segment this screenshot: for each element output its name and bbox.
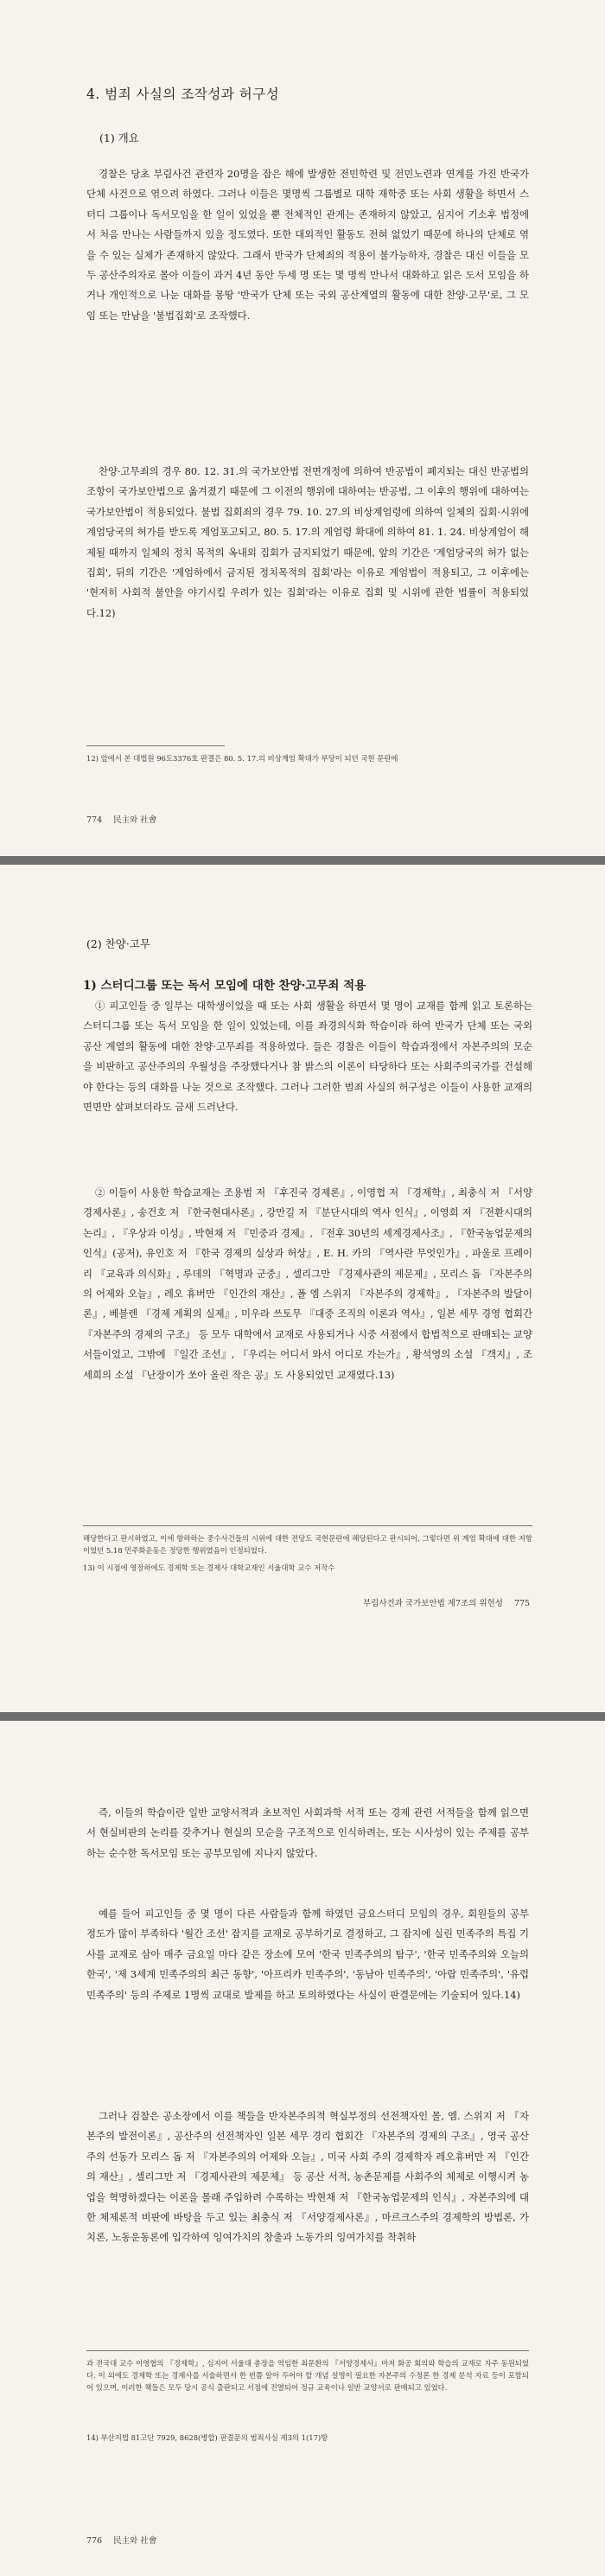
footnote: 14) 부산지법 81고단 7929, 8628(병합) 판결문의 범죄사실 제3의 1(17)항	[86, 2433, 328, 2442]
journal-name: 民主와 社會	[113, 2536, 157, 2546]
paragraph: 그러나 검찰은 공소장에서 이를 책들을 반자본주의적 혁실부정의 선전책자인 몰, 엠. 스위지 저 『자본주의 발전이론』, 공산주의 선전책자인 일본 세무 경리 협회간 『자본주의 경제의 구조』, 영국 공산주의 선동가 모리스 돕 저 『자본주의의 어제와 오늘』, 미국 사회 주의 경제학자 레오휴버만 저 『인간의 재산』, 셀리그만 저 『경제사관의 제문제』 등 공산 서적, 농촌문제를 사회주의 체제로 이행시켜 농업을 혁명하겠다는 이론을 몰래 주입하려 수록하는 박현채 저 『한국농업문제의 인식』, 자본주의에 대한 체제론적 비판에 바탕을 두고 있는 최충식 저 『서양경제사론』, 마르크스주의 경제학의 방법론, 가치론, 노동운동론에 입각하여 잉여가치의 창출과 노동가의 잉여가치를 착취하	[86, 2110, 529, 2244]
footnote-rule	[86, 2350, 529, 2351]
section-title: 4. 범죄 사실의 조작성과 허구성	[86, 86, 280, 102]
footnote-rule	[83, 1525, 532, 1526]
page-774	[0, 0, 605, 856]
page-footer	[86, 813, 156, 825]
footnote: 해당한다고 판시하였고, 이에 항하하는 중수사건들의 시위에 대한 전당도 국헌문란에 해당된다고 판시되어, 그렇다면 위 계엄 확대에 대한 저항이었던 5.18 민주화운동은 정당한 행위였음이 인정되었다.	[83, 1534, 532, 1555]
footnote-rule	[86, 745, 225, 746]
page-number: 776	[86, 2536, 103, 2546]
journal-name: 民主와 社會	[113, 815, 157, 825]
section-heading: 1) 스터디그룹 또는 독서 모임에 대한 찬양·고무죄 적용	[83, 979, 366, 993]
paragraph: 예를 들어 피고인들 중 몇 명이 다른 사람들과 함께 하였던 금요스터디 모임의 경우, 회원들의 공부 정도가 많이 부족하다 '월간 조선' 잡지를 교재로 공부하기로 결정하고, 그 잡지에 실린 민족주의 특집 기사를 교재로 삼아 매주 금요일 마다 같은 장소에 모여 '한국 민족주의의 탐구', '한국 민족주의와 오늘의 한국', '제 3세계 민족주의의 최근 동향', '아프리카 민족주의', '동남아 민족주의', '아랍 민족주의', '유럽 민족주의' 등의 주제로 1명씩 교대로 발제를 하고 토의하였다는 사실이 판결문에는 기술되어 있다.14)	[86, 1908, 529, 2001]
paragraph: ① 피고인들 중 일부는 대학생이었을 때 또는 사회 생활을 하면서 몇 명이 교재를 함께 읽고 토론하는 스터디그룹 또는 독서 모임을 한 일이 있었는데, 이를 좌경의식화 학습이라 하여 반국가 단체 또는 국외 공산 계열의 활동에 대한 찬양·고무죄를 적용하였다. 들은 경찰은 이들이 학습과정에서 자본주의의 모순을 비판하고 공산주의의 우월성을 주장했다거나 참 밝스의 이론이 타당하다 또는 사회주의국가를 건설해야 한다는 등의 대화를 나눈 것으로 조작했다. 그러나 그러한 범죄 사실의 허구성은 이들이 사용한 교재의 면면만 살펴보더라도 금새 드러난다.	[83, 1000, 532, 1114]
page-number: 775	[513, 1599, 531, 1608]
footnote: 13) 이 시점에 영장하에도 경제학 또는 경제사 대학교재인 서울대학 교수 저작수	[83, 1563, 335, 1572]
page-footer	[363, 1596, 530, 1608]
running-title: 부림사건과 국가보안법 제7조의 위헌성	[363, 1599, 503, 1608]
paragraph: 찬양·고무죄의 경우 80. 12. 31.의 국가보안법 전면개정에 의하여 반공법이 폐지되는 대신 반공법의 조항이 국가보안법으로 옮겨졌기 때문에 그 이전의 행위에 대하여는 반공법, 그 이후의 행위에 대하여는 국가보안법이 적용되었다. 불법 집회죄의 경우 79. 10. 27.의 비상계엄령에 의하여 일체의 집회·시위에 계엄당국의 허가를 받도록 계엄포고되고, 80. 5. 17.의 계엄령 확대에 의하여 81. 1. 24. 비상계엄이 해제될 때까지 일체의 정치 목적의 옥내외 집회가 금지되었기 때문에, 앞의 기간은 '계엄당국의 허가 없는 집회', 뒤의 기간은 '계엄하에서 금지된 정치목적의 집회'라는 이유로 계엄법이 적용되고, 그 이후에는 '현저히 사회적 불안을 야기시킬 우려가 있는 집회'라는 이유로 집회 및 시위에 관한 법률이 적용되었다.12)	[86, 465, 529, 619]
footnote: 과 전국대 교수 이영협의 『경제학』, 심지어 서울대 총장을 역임한 최문환의 『서양경제사』마저 화공 회의와 학습의 교재로 자주 동원되었다. 이 외에도 경제학 또는 경제사를 서술하면서 한 번쯤 알아 두어야 할 개념 설명이 필요한 자본주의 수정론 한 경제 분석 자료 등이 포함되어 있으며, 이러한 책들은 모두 당시 공식 출판되고 서점에 진열되어 정규 교육이나 일반 교양서로 판매되고 있었다.	[86, 2359, 529, 2392]
subsection-title: (2) 찬양·고무	[86, 937, 150, 950]
paragraph: 경찰은 당초 부림사건 관련자 20명을 잡은 해에 발생한 전민학련 및 전민노련과 연계를 가진 반국가 단체 사건으로 엮으려 하였다. 그러나 이들은 몇명씩 그룹별로 대학 재학중 또는 사회 생활을 하면서 스터디 그룹이나 독서모임을 한 일이 있었을 뿐 전체적인 관계는 존재하지 않았고, 심지어 기소후 법정에서 처음 만나는 사람들까지 있을 정도였다. 또한 대외적인 활동도 전혀 없었기 때문에 하나의 단체로 엮을 수 있는 실체가 존재하지 않았다. 그래서 반국가 단체죄의 적용이 불가능하자, 경찰은 대신 이들을 모두 공산주의자로 몰아 이들이 과거 4년 동안 두세 명 또는 몇 명씩 만나서 대화하고 읽은 도서 모임을 하거나 개인적으로 나눈 대화를 몽땅 '반국가 단체 또는 국외 공산계열의 활동에 대한 찬양·고무'로, 그 모임 또는 만남을 '불법집회'로 조작했다.	[86, 168, 529, 322]
page-number: 774	[86, 815, 103, 825]
page-776	[0, 1721, 605, 2576]
paragraph: 즉, 이들의 학습이란 일반 교양서적과 초보적인 사회과학 서적 또는 경제 관련 서적들을 함께 읽으면서 현실비판의 논리를 갖추거나 현실의 모순을 구조적으로 인식하려는, 또는 시사성이 있는 주제를 공부하는 순수한 독서모임 또는 공부모임에 지나지 않았다.	[86, 1806, 529, 1859]
subsection-title: (1) 개요	[99, 131, 139, 144]
page-footer	[86, 2534, 156, 2546]
footnote: 12) 앞에서 본 대법원 96도3376호 판결은 80. 5. 17.의 비상계엄 확대가 부당이 되던 국헌 문란에	[86, 754, 398, 763]
paragraph: ② 이들이 사용한 학습교재는 조용범 저 『후진국 경제론』, 이영협 저 『경제학』, 최충식 저 『서양경제사론』, 송건호 저 『한국현대사론』, 강만길 저 『분단시대의 역사 인식』, 이영희 저 『전환시대의 논리』, 『우상과 이성』, 박현채 저 『민중과 경제』, 『전후 30년의 세계경제사조』, 『한국농업문제의 인식』(공저), 유인호 저 『한국 경제의 실상과 허상』, E. H. 카의 『역사란 무엇인가』, 파울로 프레이리 『교육과 의식화』, 루데의 『혁명과 군중』, 셀리그만 『경제사관의 제문제』, 모리스 돕 『자본주의의 어제와 오늘』, 레오 휴버만 『인간의 재산』, 폴 엠 스위지 『자본주의 경제학』, 『자본주의 발달이론』, 베블렌 『경제 계획의 실제』, 미우라 쓰토무 『대중 조직의 이론과 역사』, 일본 세무 경영 협회간 『자본주의 경제의 구조』 등 모두 대학에서 교재로 사용되거나 시중 서점에서 합법적으로 판매되는 교양서들이었고, 그밖에 『일간 조선』, 『우리는 어디서 와서 어디로 가는가』, 황석영의 소설 『객지』, 조세희의 소설 『난장이가 쏘아 올린 작은 공』도 사용되었던 교재였다.13)	[83, 1186, 532, 1381]
page-775	[0, 865, 605, 1712]
